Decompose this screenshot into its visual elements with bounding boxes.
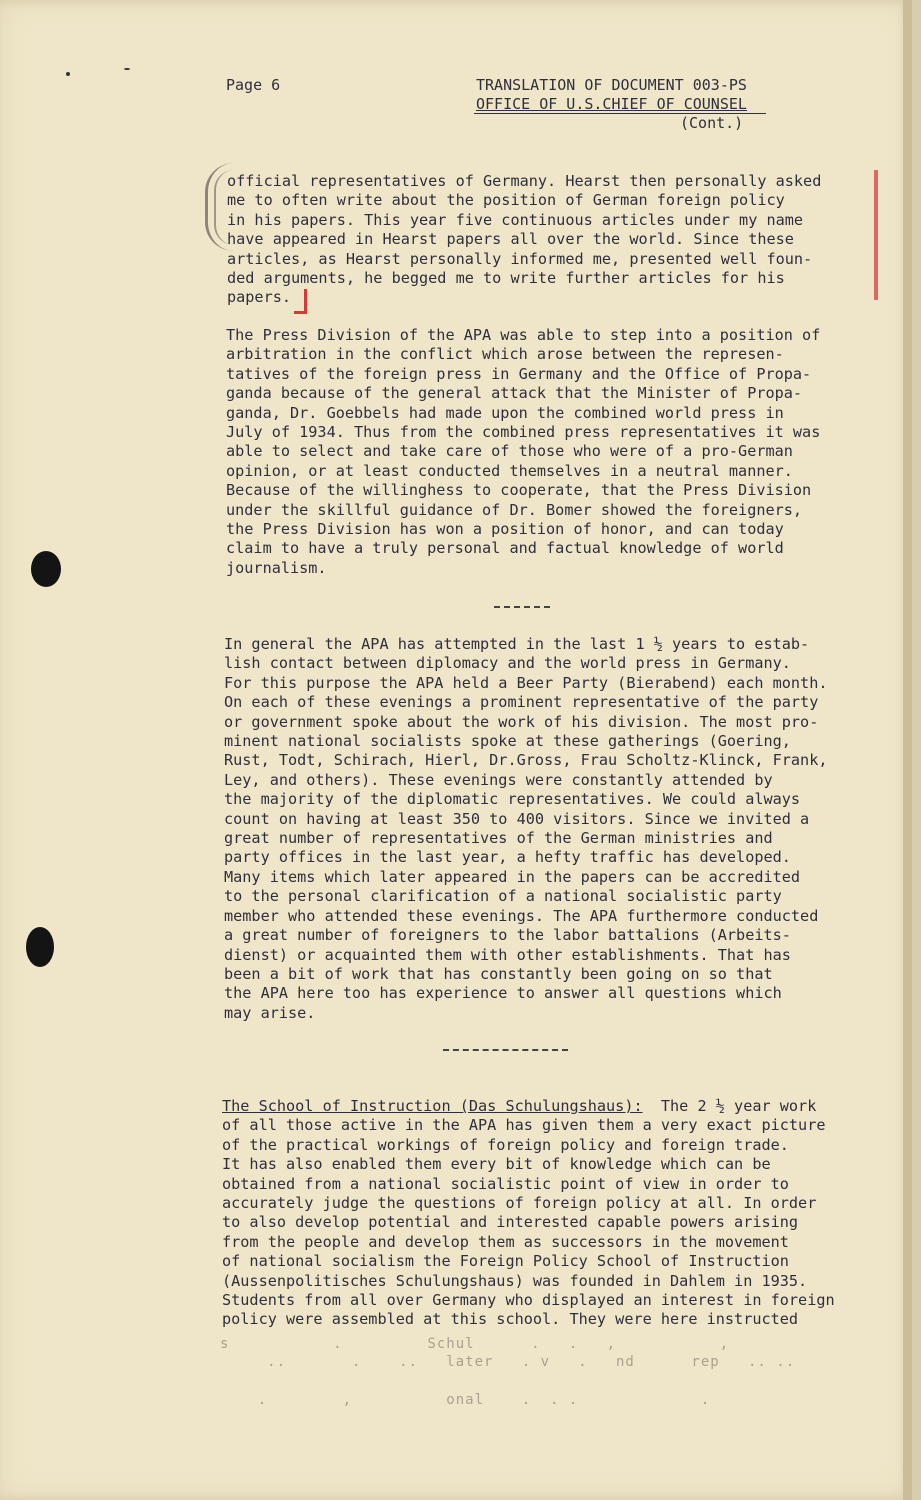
ink-speck xyxy=(66,72,70,76)
ink-speck xyxy=(124,68,130,70)
red-margin-line xyxy=(874,170,878,300)
continued-label: (Cont.) xyxy=(680,114,744,132)
faded-text-line: . , onal . . . . xyxy=(220,1392,711,1408)
faded-text-line: .. . .. later . v . nd rep .. .. xyxy=(220,1354,796,1370)
paragraph-hearst: official representatives of Germany. Hearst then personally asked me to often write about the position of German foreign policy in his papers. This year five continuous articles under my name have appeared in Hearst papers all over the world. Since these articles, as Hearst personally informed me, presented well foun- ded arguments, he begged me to write further articles for his papers. xyxy=(227,172,822,307)
faded-text-line: s . Schul . . , , xyxy=(220,1336,730,1352)
document-header xyxy=(476,76,747,133)
office-line: OFFICE OF U.S.CHIEF OF COUNSEL xyxy=(476,95,747,113)
section-heading: The School of Instruction (Das Schulungshaus): xyxy=(222,1097,643,1115)
paragraph-first-line: The 2 ½ year work xyxy=(642,1097,817,1115)
document-title: TRANSLATION OF DOCUMENT 003-PS xyxy=(476,76,747,94)
section-separator xyxy=(443,1049,568,1051)
section-separator xyxy=(494,606,550,608)
paragraph-press-division: The Press Division of the APA was able to step into a position of arbitration in the conflict which arose between the represen- tatives of the foreign press in Germany and the Office of Propa- ganda because of the general attack that the Minister of Propa- ganda, Dr. Goebbels had made upon the combined world press in July of 1934. Thus from the combined press representatives it was able to select and take care of those who were of a pro-German opinion, or at least conducted themselves in a neutral manner. Because of the willinghess to cooperate, that the Press Division under the skillful guidance of Dr. Bomer showed the foreigners, the Press Division has won a position of honor, and can today claim to have a truly personal and factual knowledge of world journalism. xyxy=(226,326,821,577)
punch-hole xyxy=(26,927,54,967)
punch-hole xyxy=(31,551,61,587)
paragraph-beer-party: In general the APA has attempted in the last 1 ½ years to estab- lish contact between diplomacy and the world press in Germany. For this purpose the APA held a Beer Party (Bierabend) each month. On each of these evenings a prominent representative of the party or government spoke about the work of his division. The most pro- minent national socialists spoke at these gatherings (Goering, Rust, Todt, Schirach, Hierl, Dr.Gross, Frau Scholtz-Klinck, Frank, Ley, and others). These evenings were constantly attended by the majority of the diplomatic representatives. We could always count on having at least 350 to 400 visitors. Since we invited a great number of representatives of the German ministries and party offices in the last year, a hefty traffic has developed. Many items which later appeared in the papers can be accredited to the personal clarification of a national socialistic party member who attended these evenings. The APA furthermore conducted a great number of foreigners to the labor battalions (Arbeits- dienst) or acquainted them with other establishments. That has been a bit of work that has constantly been going on so that the APA here too has experience to answer all questions which may arise. xyxy=(224,635,828,1022)
paper-edge xyxy=(903,0,912,1500)
paragraph-body: of all those active in the APA has given them a very exact picture of the practical workings of foreign policy and foreign trade. It has also enabled them every bit of knowledge which can be obtained from a national socialistic point of view in order to accurately judge the questions of foreign policy at all. In order to also develop potential and interested capable powers arising from the people and develop them as successors in the movement of national socialism the Foreign Policy School of Instruction (Aussenpolitisches Schulungshaus) was founded in Dahlem in 1935. Students from all over Germany who displayed an interest in foreign policy were assembled at this school. They were here instructed xyxy=(222,1116,835,1329)
paragraph-school-of-instruction xyxy=(222,1097,867,1330)
header-rule xyxy=(474,113,766,114)
page-number: Page 6 xyxy=(226,76,281,94)
